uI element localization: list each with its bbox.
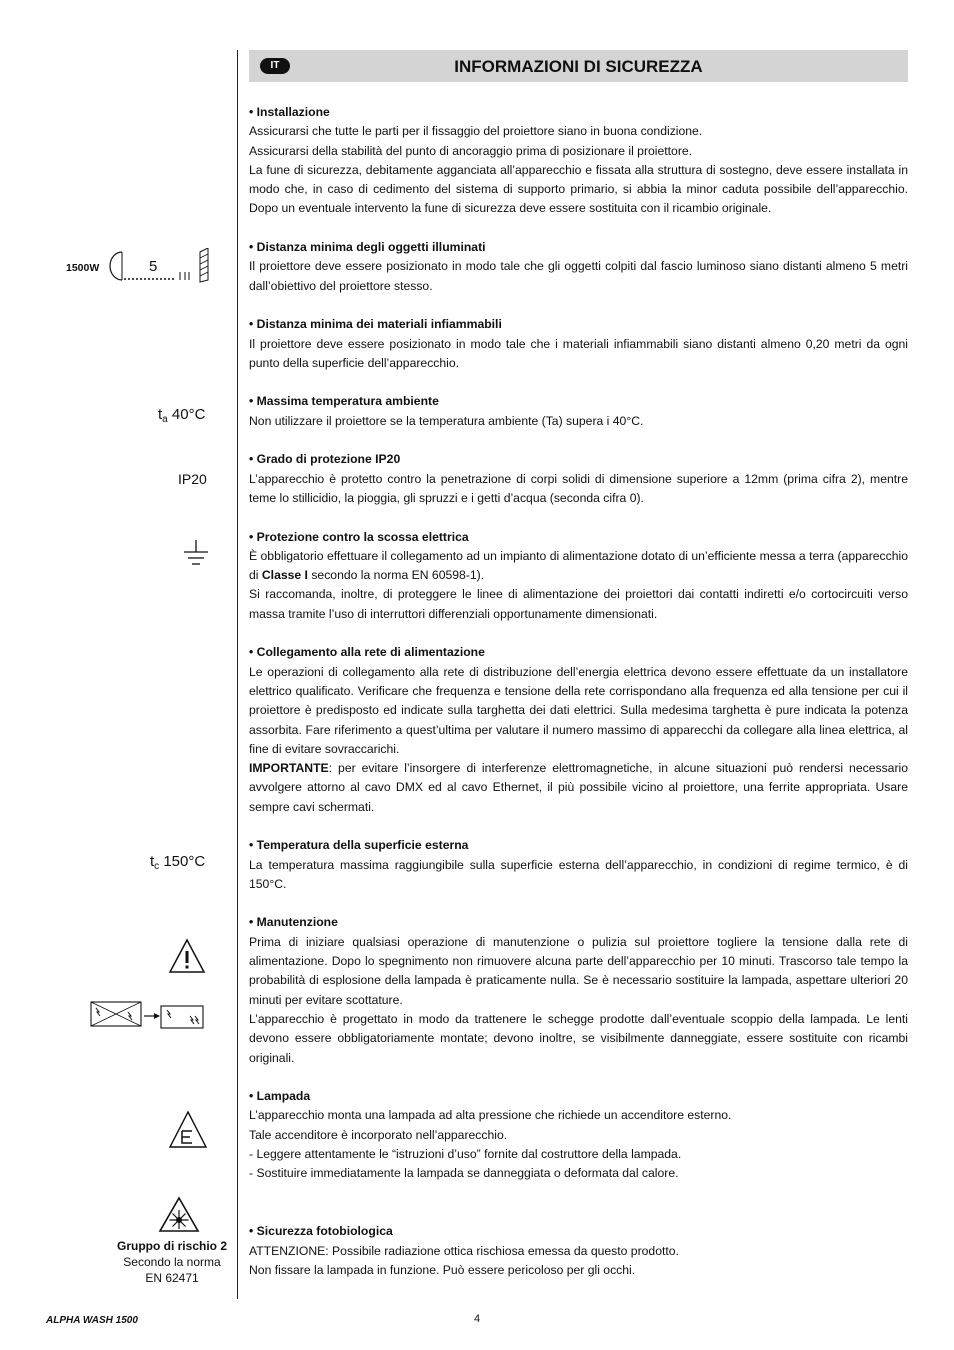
paragraph: La temperatura massima raggiungibile sulla superficie esterna dell’apparecchio, in condizioni di regime termico, è di 150°C. — [249, 857, 908, 891]
section-title: • Sicurezza fotobiologica — [249, 1224, 393, 1239]
ta-value: 40°C — [171, 406, 206, 423]
paragraph: ATTENZIONE: Possibile radiazione ottica rischiosa emessa da questo prodotto. — [249, 1243, 679, 1258]
text-run: È obbligatorio effettuare il collegamento ad un impianto di alimentazione dotato di un’efficiente messa a terra (apparecchio di — [249, 548, 908, 583]
ambient-temperature: $t_a$ 40°C — [158, 406, 206, 425]
section-header — [249, 50, 908, 82]
ip-rating: IP20 — [178, 471, 207, 487]
section-title: • Manutenzione — [249, 915, 338, 930]
paragraph: L’apparecchio monta una lampada ad alta pressione che richiede un accenditore esterno. — [249, 1108, 732, 1123]
section-title: • Distanza minima dei materiali infiammabili — [249, 317, 502, 332]
paragraph: Il proiettore deve essere posizionato in modo tale che i materiali infiammabili siano distanti almeno 0,20 metri da ogni punto della superficie dell’apparecchio. — [249, 336, 908, 370]
list-item: - Leggere attentamente le “istruzioni d’uso” fornite dal costruttore della lampada. — [249, 1147, 682, 1162]
list-item: - Sostituire immediatamente la lampada se danneggiata o deformata dal calore. — [249, 1166, 679, 1181]
paragraph — [249, 759, 908, 817]
warning-icon — [168, 938, 206, 979]
class-label: Classe I — [261, 568, 308, 583]
main-content — [249, 103, 908, 1299]
text-run: : per evitare l’insorgere di interferenze elettromagnetiche, in alcune situazioni può rendersi necessario avvolgere attorno al cavo DMX ed al cavo Ethernet, il più possibile vicino al proiettore, una ferrite appropriata. Usare sempre cavi schermati. — [249, 761, 908, 814]
paragraph: L’apparecchio è progettato in modo da trattenere le schegge prodotte dall’eventuale scoppio della lampada. Le lenti devono essere obbligatoriamente montate; devono inoltre, se visibilmente danneggiate, essere sostituite con ricambi originali. — [249, 1011, 908, 1065]
section-manutenzione — [249, 913, 908, 1067]
section-title: • Lampada — [249, 1089, 311, 1104]
paragraph: Assicurarsi che tutte le parti per il fissaggio del proiettore siano in buona condizione. — [249, 124, 703, 139]
risk-caption — [108, 1238, 236, 1286]
section-lampada — [249, 1087, 908, 1183]
section-installazione — [249, 103, 908, 219]
lens-replace-icon — [88, 998, 206, 1037]
paragraph: La fune di sicurezza, debitamente agganciata all’apparecchio e fissata alla struttura di sostegno, deve essere installata in modo che, in caso di cedimento del sistema di supporto primario, si abbia la minor caduta possibile dell’apparecchio. Dopo un eventuale intervento la fune di sicurezza deve essere sostituita con il ricambio originale. — [249, 162, 908, 216]
section-title: • Installazione — [249, 105, 330, 119]
power-label: 1500W — [66, 262, 100, 274]
risk-norm-line2: EN 62471 — [145, 1271, 199, 1285]
paragraph: Prima di iniziare qualsiasi operazione di manutenzione o pulizia sul proiettore togliere la tensione dalla rete di alimentazione. Dopo lo spegnimento non rimuovere alcuna parte dell’apparecchio per 10 minuti. Trascorso tale tempo la probabilità di esplosione della lampada è praticamente nulla. Se è necessario sostituire la lampada, aspettare ulteriori 20 minuti per evitare scottature. — [249, 934, 908, 1007]
paragraph: Il proiettore deve essere posizionato in modo tale che gli oggetti colpiti dal fascio luminoso siano distanti almeno 5 metri dall’obiettivo del proiettore stesso. — [249, 259, 908, 293]
ta-subscript: a — [162, 414, 168, 425]
column-divider — [237, 50, 238, 1299]
paragraph: Non fissare la lampada in funzione. Può essere pericoloso per gli occhi. — [249, 1262, 636, 1277]
surface-temperature: $t_c$ 150°C — [150, 853, 206, 872]
product-name: ALPHA WASH 1500 — [46, 1315, 138, 1326]
section-title: • Massima temperatura ambiente — [249, 394, 439, 409]
lamp-e-icon — [168, 1110, 208, 1155]
language-badge: IT — [260, 58, 290, 74]
section-collegamento — [249, 643, 908, 817]
paragraph: Tale accenditore è incorporato nell’apparecchio. — [249, 1127, 508, 1142]
section-title: • Temperatura della superficie esterna — [249, 838, 469, 853]
risk-group: Gruppo di rischio 2 — [116, 1239, 227, 1253]
distance-value: 5 — [149, 258, 158, 275]
ground-icon — [183, 540, 209, 573]
page-number: 4 — [473, 1313, 481, 1325]
section-temperatura-ambiente — [249, 392, 908, 431]
paragraph: L’apparecchio è protetto contro la penetrazione di corpi solidi di dimensione superiore a 12mm (prima cifra 2), mentre teme lo stillicidio, la pioggia, gli spruzzi e i getti d’acqua (seconda cifra 0). — [249, 471, 908, 505]
tc-value: 150°C — [163, 853, 206, 870]
section-grado-protezione — [249, 450, 908, 508]
distance-icon — [108, 248, 212, 289]
laser-warning-icon — [158, 1196, 200, 1239]
section-title: • Distanza minima degli oggetti illuminati — [249, 240, 486, 255]
paragraph: Le operazioni di collegamento alla rete di distribuzione dell’energia elettrica devono essere effettuate da un installatore elettrico qualificato. Verificare che frequenza e tensione della rete corrispondano alla frequenza ed alla tensione per cui il proiettore è predisposto ed indicate sulla targhetta dei dati elettrici. Sulla medesima targhetta è pure indicata la potenza assorbita. Fare riferimento a quest’ultima per valutare il numero massimo di apparecchi da collegare alla linea elettrica, al fine di evitare sovraccarichi. — [249, 664, 908, 756]
section-title: • Protezione contro la scossa elettrica — [249, 529, 469, 544]
paragraph: Si raccomanda, inoltre, di proteggere le linee di alimentazione dei proiettori dai contatti indiretti e/o cortocircuiti verso massa tramite l’uso di interruttori differenziali opportunamente dimensionati. — [249, 587, 908, 621]
important-label: IMPORTANTE — [249, 761, 329, 776]
page-title: INFORMAZIONI DI SICUREZZA — [454, 57, 703, 76]
text-run: secondo la norma EN 60598-1). — [307, 568, 485, 583]
tc-subscript: c — [154, 861, 160, 872]
paragraph: Assicurarsi della stabilità del punto di ancoraggio prima di posizionare il proiettore. — [249, 143, 693, 158]
section-distanza-materiali — [249, 315, 908, 373]
section-temperatura-superficie — [249, 836, 908, 894]
section-title: • Grado di protezione IP20 — [249, 452, 401, 467]
section-distanza-oggetti — [249, 238, 908, 296]
section-title: • Collegamento alla rete di alimentazione — [249, 645, 485, 660]
risk-norm-line1: Secondo la norma — [123, 1255, 221, 1269]
paragraph — [249, 547, 908, 586]
paragraph: Non utilizzare il proiettore se la temperatura ambiente (Ta) supera i 40°C. — [249, 413, 644, 428]
section-fotobiologica — [249, 1222, 908, 1280]
section-scossa-elettrica — [249, 528, 908, 624]
